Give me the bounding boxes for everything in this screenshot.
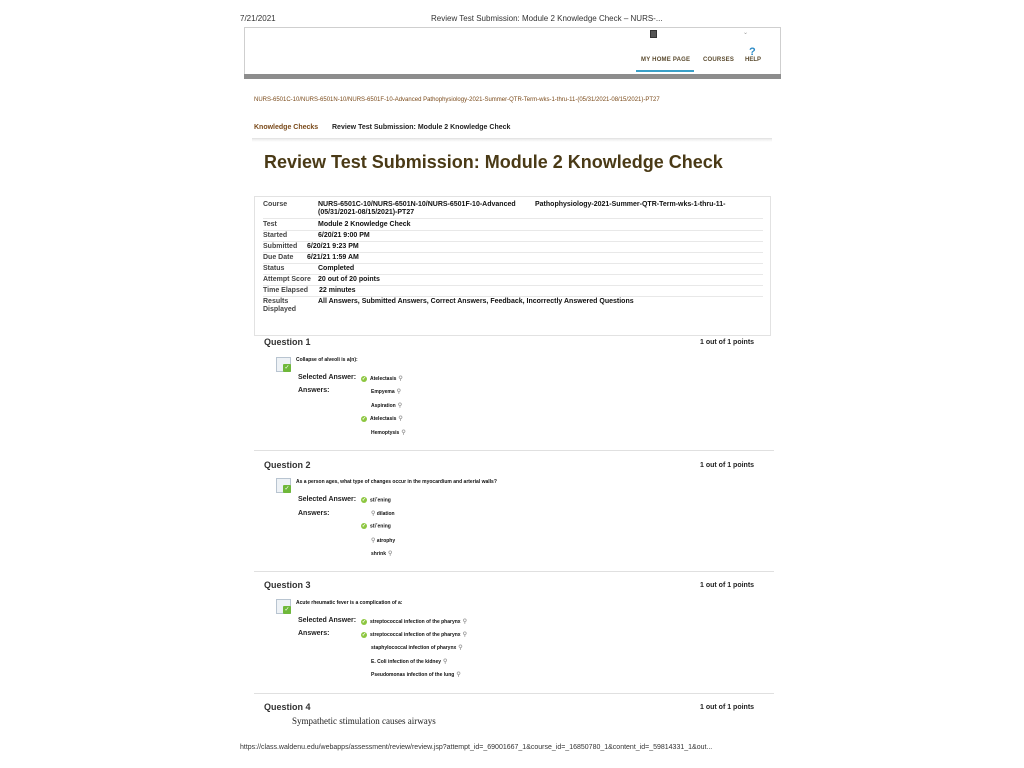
- question-points: 1 out of 1 points: [700, 462, 755, 469]
- info-due-value: 6/21/21 1:59 AM: [307, 254, 359, 261]
- correct-check-icon: ✓: [284, 607, 290, 613]
- question-separator: [254, 693, 774, 694]
- print-url: https://class.waldenu.edu/webapps/assessment/review/review.jsp?attempt_id=_69001667_1&course_id=_16850780_1&content_id=_59814331_1&out...: [240, 744, 713, 751]
- correct-check-icon: ✓: [284, 486, 290, 492]
- info-results-label-b: Displayed: [263, 306, 297, 313]
- info-submitted-value: 6/20/21 9:23 PM: [307, 243, 359, 250]
- info-divider: [263, 274, 763, 275]
- info-course-value-a: NURS-6501C-10/NURS-6501N-10/NURS-6501F-10-Advanced: [318, 201, 516, 208]
- correct-check-icon: ✓: [361, 497, 367, 503]
- feedback-icon[interactable]: ⚲: [462, 619, 467, 625]
- info-divider: [263, 285, 763, 286]
- submission-info-panel: [254, 196, 771, 336]
- tab-shadow: [252, 139, 772, 142]
- feedback-icon[interactable]: ⚲: [458, 645, 463, 651]
- feedback-icon[interactable]: ⚲: [462, 632, 467, 638]
- info-divider: [263, 296, 763, 297]
- correct-check-icon: ✓: [361, 523, 367, 529]
- question-status-icon: [276, 357, 291, 372]
- info-divider: [263, 241, 763, 242]
- answer-option: ⚲ atrophy: [371, 538, 396, 544]
- answer-option: staphylococcal infection of pharynx ⚲: [371, 645, 463, 651]
- info-divider: [263, 218, 763, 219]
- info-score-label: Attempt Score: [263, 276, 311, 283]
- question-status-icon: [276, 599, 291, 614]
- correct-check-icon: ✓: [361, 375, 367, 382]
- question-text: Collapse of alveoli is a(n):: [296, 357, 358, 363]
- question-text: Acute rheumatic fever is a complication of a:: [296, 600, 403, 606]
- info-started-value: 6/20/21 9:00 PM: [318, 232, 370, 239]
- tab-review-test-submission: Review Test Submission: Module 2 Knowledge Check: [332, 124, 511, 131]
- feedback-icon[interactable]: ⚲: [398, 376, 403, 382]
- print-date: 7/21/2021: [240, 14, 276, 23]
- feedback-icon[interactable]: ⚲: [396, 389, 402, 395]
- question-title: Question 1: [264, 337, 311, 347]
- feedback-icon[interactable]: ⚲: [401, 430, 406, 436]
- feedback-icon[interactable]: ⚲: [456, 672, 461, 678]
- correct-check-icon: ✓: [284, 365, 290, 371]
- info-course-value-b: Pathophysiology-2021-Summer-QTR-Term-wks-1-thru-11-: [535, 201, 726, 208]
- course-breadcrumb[interactable]: NURS-6501C-10/NURS-6501N-10/NURS-6501F-10-Advanced Pathophysiology-2021-Summer-QTR-Term-wks-1-thru-11-(05/31/2021-08/15/2021)-PT27: [254, 97, 660, 103]
- info-elapsed-label: Time Elapsed: [263, 287, 309, 294]
- info-score-value: 20 out of 20 points: [318, 276, 380, 283]
- info-status-label: Status: [263, 265, 285, 272]
- feedback-icon[interactable]: ⚲: [371, 538, 376, 544]
- correct-check-icon: ✓: [361, 631, 367, 638]
- answer-option: E. Coli infection of the kidney ⚲: [371, 659, 448, 665]
- answer-option: Hemoptysis ⚲: [371, 430, 406, 436]
- question-title: Question 3: [264, 580, 311, 590]
- answers-label: Answers:: [298, 387, 330, 394]
- feedback-icon[interactable]: ⚲: [397, 403, 403, 409]
- feedback-icon[interactable]: ⚲: [398, 416, 403, 422]
- info-test-label: Test: [263, 221, 277, 228]
- info-divider: [263, 230, 763, 231]
- feedback-icon[interactable]: ⚲: [371, 511, 376, 517]
- selected-answer-label: Selected Answer:: [298, 496, 357, 503]
- answer-option: Aspiration ⚲: [371, 403, 403, 409]
- selected-answer-value: ✓ sti˚ening: [361, 497, 391, 504]
- question-separator: [254, 450, 774, 451]
- nav-my-home-page[interactable]: MY HOME PAGE: [641, 57, 691, 63]
- correct-check-icon: ✓: [361, 618, 367, 625]
- info-results-label-a: Results: [263, 298, 289, 305]
- info-due-label: Due Date: [263, 254, 294, 261]
- info-submitted-label: Submitted: [263, 243, 298, 250]
- info-status-value: Completed: [318, 265, 355, 272]
- print-title: Review Test Submission: Module 2 Knowledge Check – NURS-...: [431, 14, 663, 23]
- answer-option: Empyema ⚲: [371, 389, 402, 395]
- user-avatar-icon[interactable]: [650, 30, 657, 38]
- info-divider: [263, 252, 763, 253]
- info-course-label: Course: [263, 201, 288, 208]
- header-divider-bar: [244, 74, 781, 79]
- feedback-icon[interactable]: ⚲: [443, 659, 448, 665]
- answer-option: ✓ streptococcal infection of the pharynx ⚲: [361, 631, 467, 638]
- nav-courses[interactable]: COURSES: [703, 57, 735, 63]
- info-divider: [263, 263, 763, 264]
- help-icon[interactable]: ?: [749, 46, 756, 58]
- correct-check-icon: ✓: [361, 415, 367, 422]
- question-separator: [254, 571, 774, 572]
- answer-option: shrink ⚲: [371, 551, 393, 557]
- selected-answer-value: ✓ Atelectasis ⚲: [361, 375, 403, 382]
- info-results-value: All Answers, Submitted Answers, Correct Answers, Feedback, Incorrectly Answered Questions: [318, 298, 634, 305]
- answer-option: ✓ sti˚ening: [361, 523, 391, 530]
- answer-option: Pseudomonas infection of the lung ⚲: [371, 672, 461, 678]
- tab-knowledge-checks[interactable]: Knowledge Checks: [254, 124, 319, 131]
- app-header: [244, 27, 781, 74]
- breadcrumb-tabs: [252, 120, 772, 139]
- chevron-down-icon[interactable]: ⌄: [743, 30, 749, 36]
- answer-option: ✓ Atelectasis ⚲: [361, 415, 403, 422]
- question-title: Question 2: [264, 460, 311, 470]
- question-text: As a person ages, what type of changes occur in the myocardium and arterial walls?: [296, 479, 497, 485]
- question-points: 1 out of 1 points: [700, 582, 755, 589]
- nav-active-indicator: [636, 70, 694, 72]
- answers-label: Answers:: [298, 510, 330, 517]
- nav-help[interactable]: HELP: [745, 57, 762, 63]
- selected-answer-label: Selected Answer:: [298, 374, 357, 381]
- info-started-label: Started: [263, 232, 288, 239]
- answers-label: Answers:: [298, 630, 330, 637]
- info-test-value: Module 2 Knowledge Check: [318, 221, 411, 228]
- selected-answer-label: Selected Answer:: [298, 617, 357, 624]
- question-points: 1 out of 1 points: [700, 339, 755, 346]
- selected-answer-value: ✓ streptococcal infection of the pharynx ⚲: [361, 618, 467, 625]
- page-title: Review Test Submission: Module 2 Knowledge Check: [264, 152, 723, 172]
- feedback-icon[interactable]: ⚲: [388, 551, 393, 557]
- question-title: Question 4: [264, 702, 311, 712]
- question-status-icon: [276, 478, 291, 493]
- answer-option: ⚲ dilation: [371, 511, 395, 517]
- question-points: 1 out of 1 points: [700, 704, 755, 711]
- info-course-value-c: (05/31/2021-08/15/2021)-PT27: [318, 209, 415, 216]
- info-elapsed-value: 22 minutes: [319, 287, 356, 294]
- question-text: Sympathetic stimulation causes airways: [292, 716, 436, 726]
